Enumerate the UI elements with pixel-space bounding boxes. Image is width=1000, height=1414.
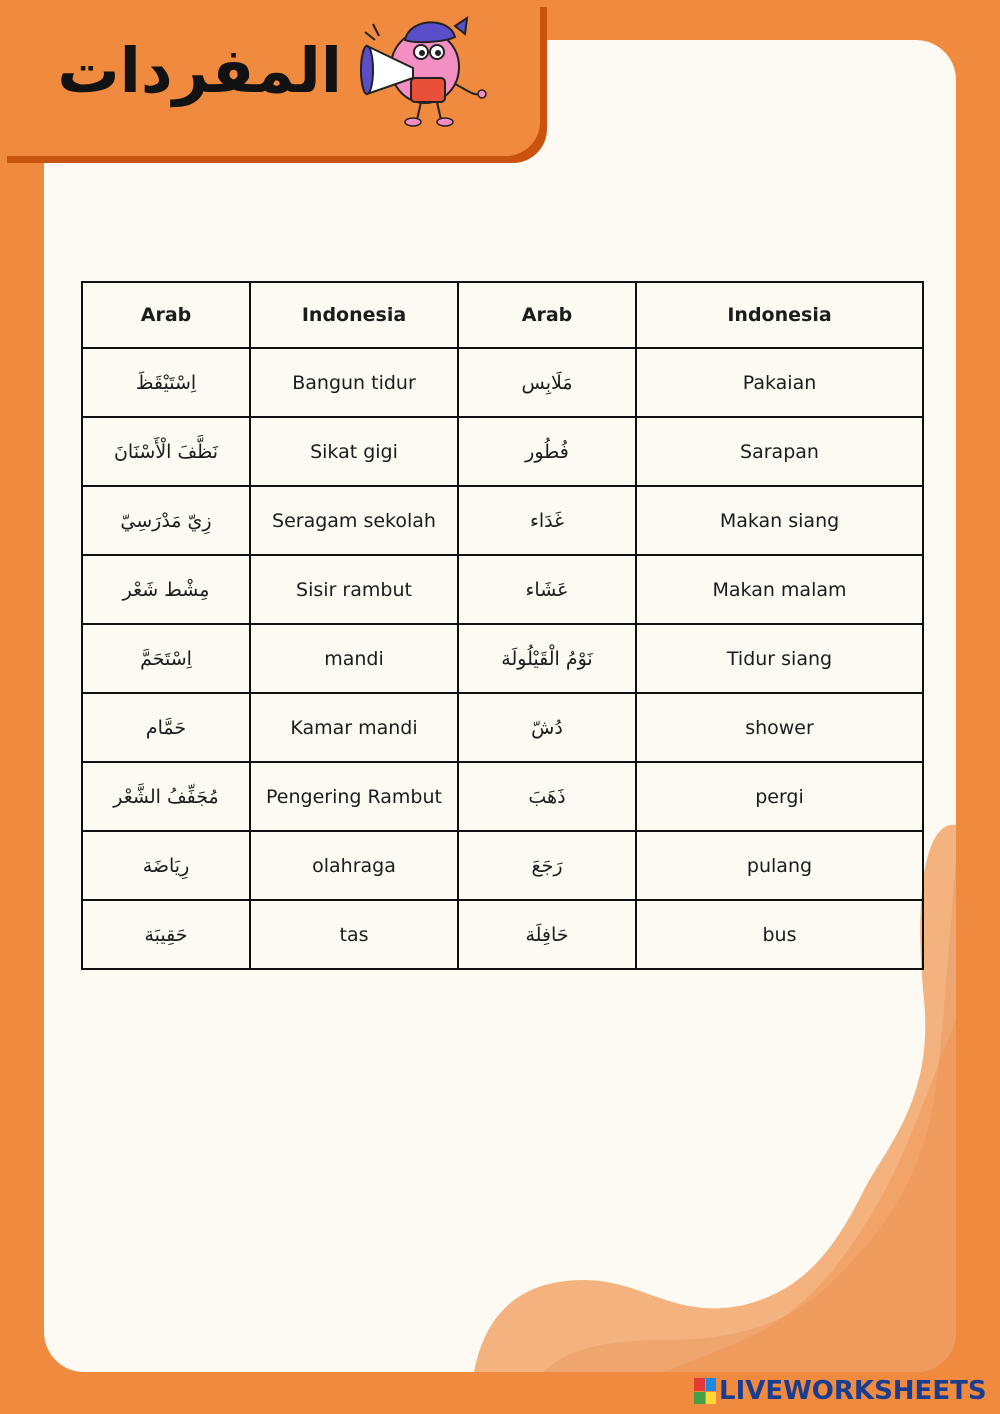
table-row — [82, 486, 923, 555]
indonesia-word: olahraga — [250, 831, 458, 900]
indonesia-word: tas — [250, 900, 458, 969]
table-row — [82, 831, 923, 900]
table-row — [82, 900, 923, 969]
indonesia-word: Sisir rambut — [250, 555, 458, 624]
arab-word: حَافِلَة — [458, 900, 636, 969]
watermark-text: LIVEWORKSHEETS — [719, 1376, 987, 1406]
arab-word: زِيّ مَدْرَسِيّ — [82, 486, 250, 555]
table-row — [82, 348, 923, 417]
arab-word: رِيَاضَة — [82, 831, 250, 900]
arab-word: ذَهَبَ — [458, 762, 636, 831]
page-title: المفردات — [57, 34, 342, 107]
table-row — [82, 417, 923, 486]
arab-word: حَقِيبَة — [82, 900, 250, 969]
indonesia-word: Bangun tidur — [250, 348, 458, 417]
liveworksheets-logo-icon — [694, 1378, 716, 1404]
indonesia-word: Makan siang — [636, 486, 923, 555]
indonesia-word: Tidur siang — [636, 624, 923, 693]
header-indonesia-1: Indonesia — [250, 282, 458, 348]
header-arab-2: Arab — [458, 282, 636, 348]
arab-word: عَشَاء — [458, 555, 636, 624]
indonesia-word: Seragam sekolah — [250, 486, 458, 555]
indonesia-word: pulang — [636, 831, 923, 900]
table-row — [82, 555, 923, 624]
arab-word: رَجَعَ — [458, 831, 636, 900]
arab-word: نَظَّفَ الْأَسْنَانَ — [82, 417, 250, 486]
arab-word: دُشّ — [458, 693, 636, 762]
indonesia-word: bus — [636, 900, 923, 969]
table-row — [82, 693, 923, 762]
table-header-row — [82, 282, 923, 348]
arab-word: فُطُور — [458, 417, 636, 486]
arab-word: نَوْمُ الْقَيْلُولَة — [458, 624, 636, 693]
arab-word: مُجَفِّفُ الشَّعْر — [82, 762, 250, 831]
megaphone-mascot-icon — [355, 12, 490, 127]
indonesia-word: mandi — [250, 624, 458, 693]
indonesia-word: pergi — [636, 762, 923, 831]
arab-word: مَلَابِس — [458, 348, 636, 417]
indonesia-word: Sikat gigi — [250, 417, 458, 486]
header-indonesia-2: Indonesia — [636, 282, 923, 348]
indonesia-word: Kamar mandi — [250, 693, 458, 762]
indonesia-word: Makan malam — [636, 555, 923, 624]
arab-word: اِسْتَيْقَظَ — [82, 348, 250, 417]
indonesia-word: Pengering Rambut — [250, 762, 458, 831]
vocabulary-table — [81, 281, 924, 970]
header-arab-1: Arab — [82, 282, 250, 348]
arab-word: اِسْتَحَمَّ — [82, 624, 250, 693]
table-row — [82, 624, 923, 693]
indonesia-word: Pakaian — [636, 348, 923, 417]
arab-word: غَدَاء — [458, 486, 636, 555]
table-row — [82, 762, 923, 831]
indonesia-word: shower — [636, 693, 923, 762]
liveworksheets-watermark[interactable] — [694, 1376, 987, 1406]
indonesia-word: Sarapan — [636, 417, 923, 486]
arab-word: مِشْط شَعْر — [82, 555, 250, 624]
arab-word: حَمَّام — [82, 693, 250, 762]
